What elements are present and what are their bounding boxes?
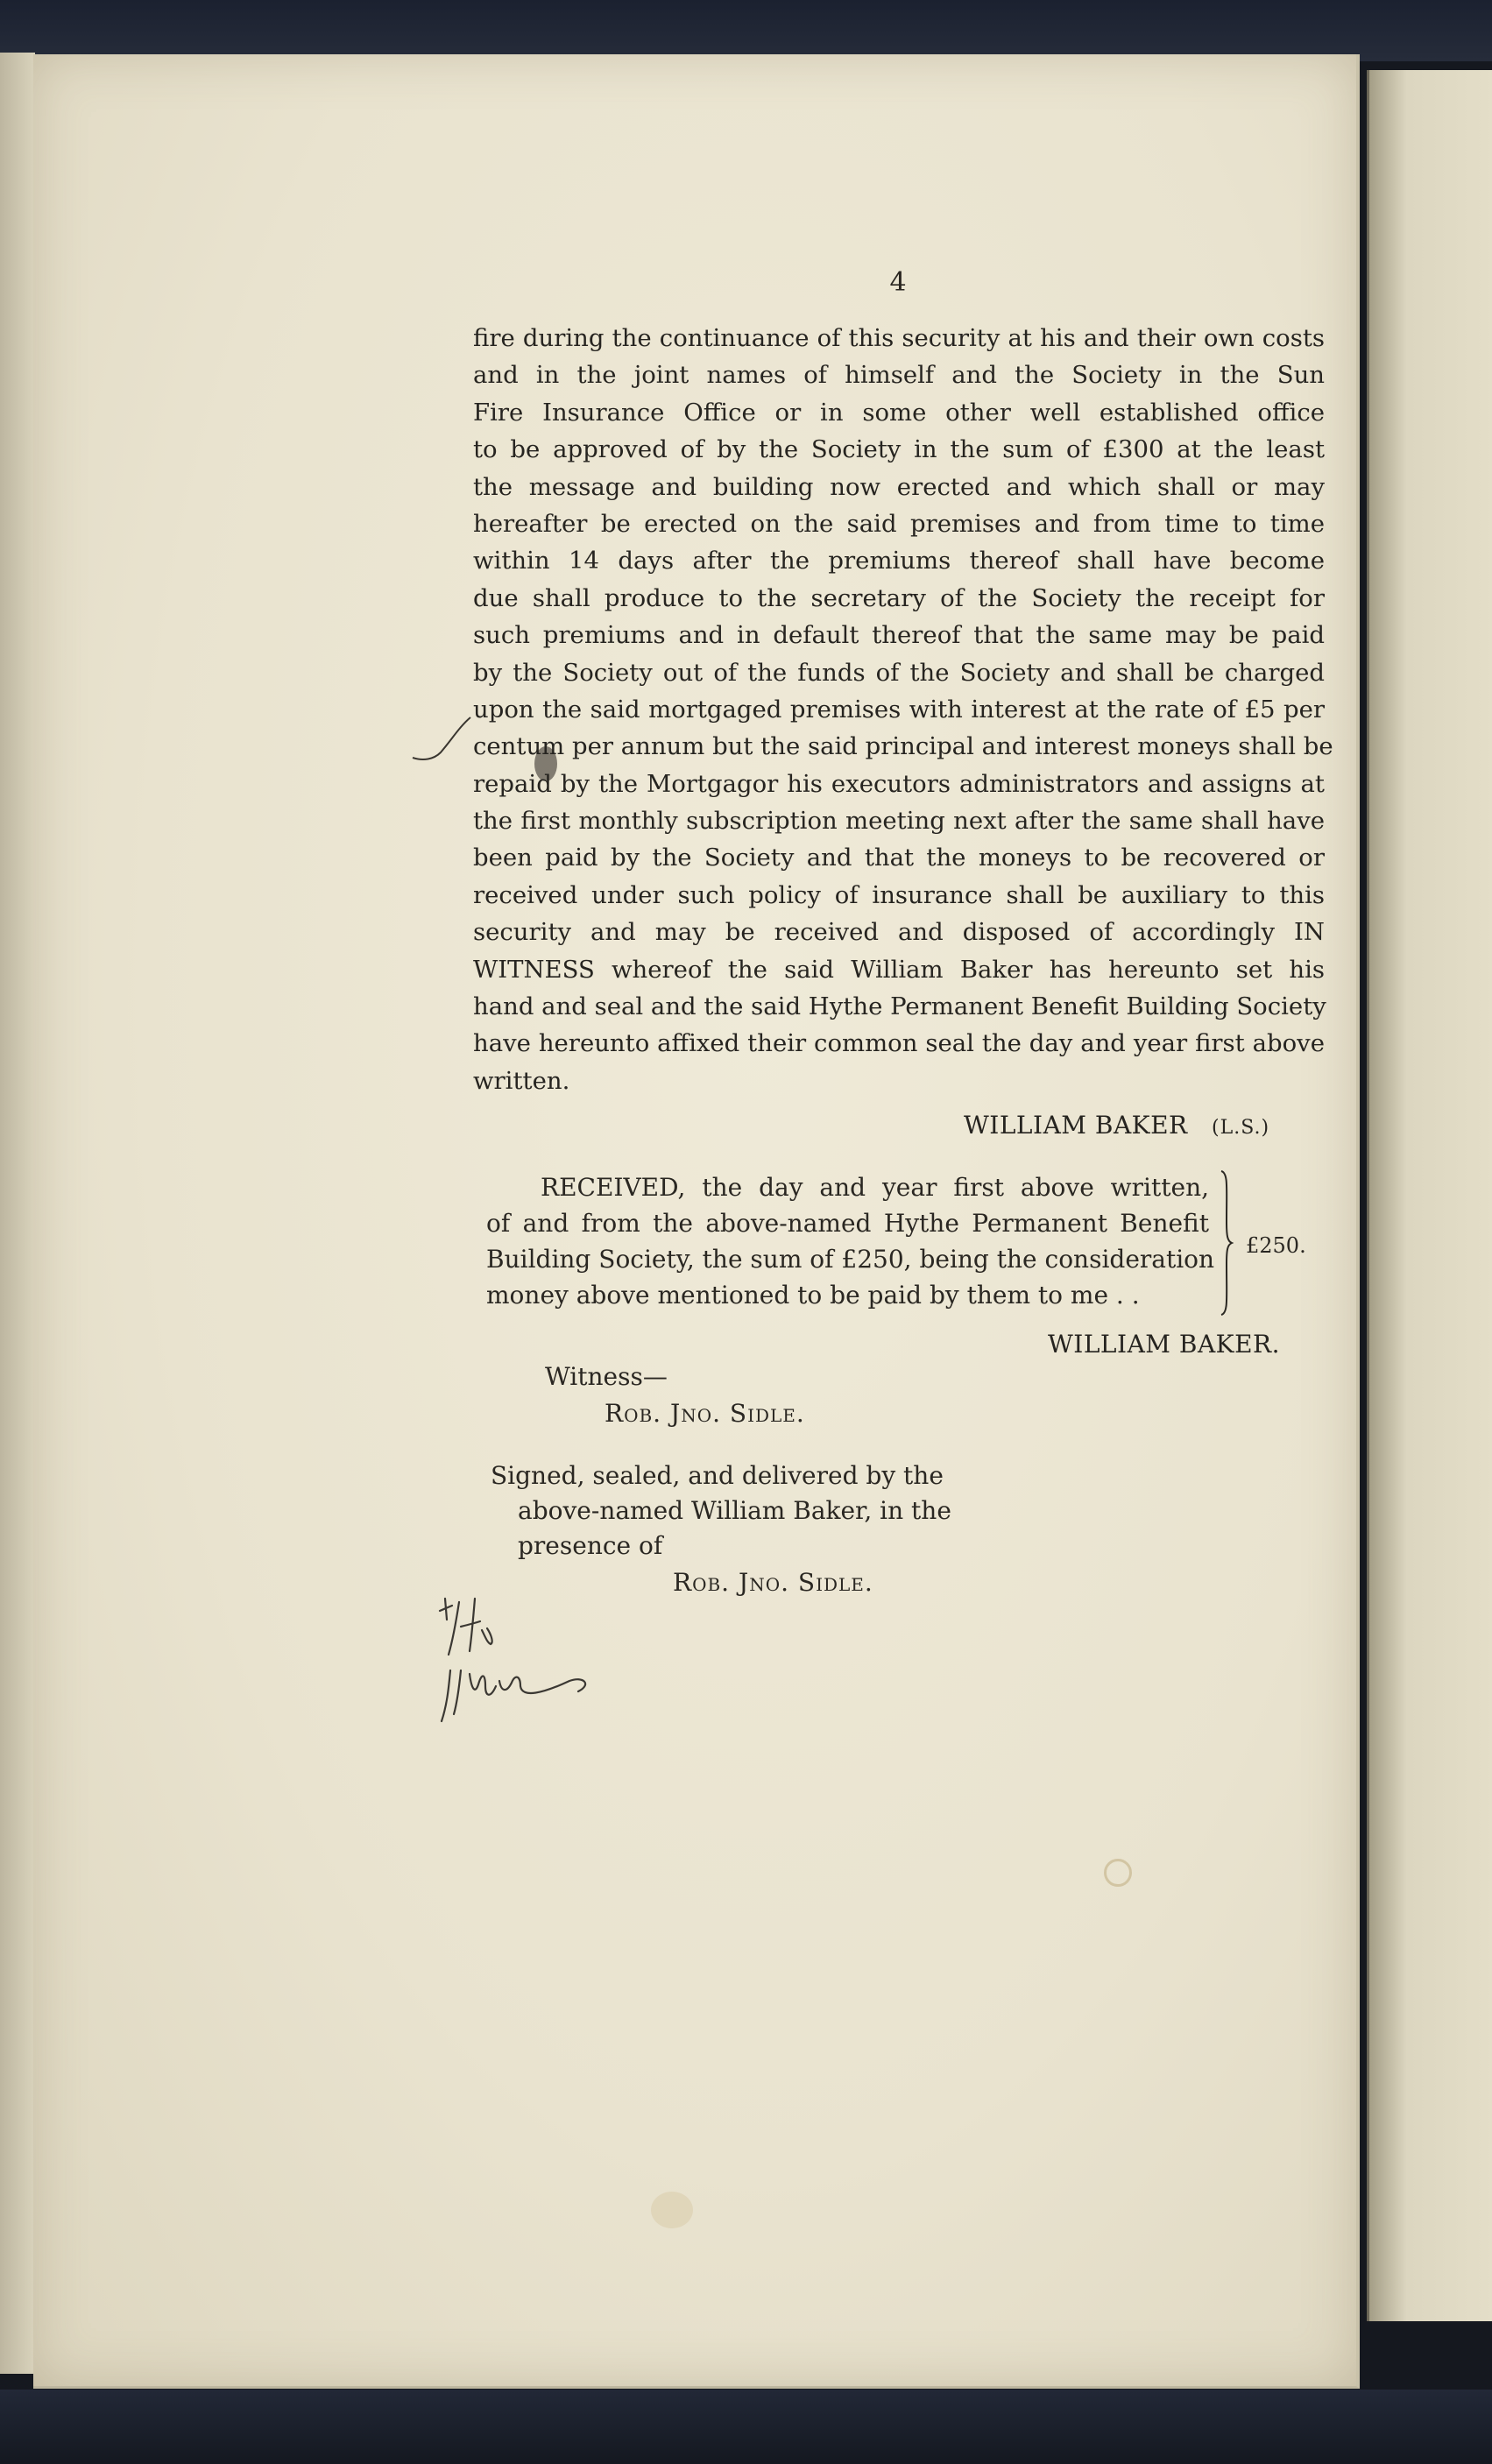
left-page-edge xyxy=(0,53,35,2374)
witness-label: Witness— xyxy=(545,1362,668,1391)
witness-name: Rob. Jno. Sidle. xyxy=(605,1399,805,1428)
body-line: security and may be received and disposed of accordingly IN xyxy=(473,918,1325,947)
attestation-line: presence of xyxy=(518,1531,663,1560)
body-line: Fire Insurance Office or in some other well established office xyxy=(473,398,1325,427)
binding-top xyxy=(0,0,1492,61)
body-line: centum per annum but the said principal and interest moneys shall be xyxy=(473,732,1333,761)
body-line: upon the said mortgaged premises with interest at the rate of £5 per xyxy=(473,695,1325,724)
attesting-witness-name: Rob. Jno. Sidle. xyxy=(673,1568,873,1597)
receipt-line: money above mentioned to be paid by them to me . . xyxy=(486,1281,1140,1310)
body-line: received under such policy of insurance shall be auxiliary to this xyxy=(473,880,1325,909)
body-line: written. xyxy=(473,1066,570,1095)
body-line: due shall produce to the secretary of the Society the receipt for xyxy=(473,583,1325,612)
facing-page-edge xyxy=(1367,70,1492,2321)
body-line: within 14 days after the premiums thereof shall have become xyxy=(473,547,1325,575)
binding-bottom xyxy=(0,2390,1492,2464)
body-line: by the Society out of the funds of the Society and shall be charged xyxy=(473,658,1325,687)
body-line: and in the joint names of himself and the Society in the Sun xyxy=(473,361,1325,390)
margin-pencil-mark xyxy=(407,714,477,766)
body-line: such premiums and in default thereof that the same may be paid xyxy=(473,621,1325,650)
body-line: to be approved of by the Society in the sum of £300 at the least xyxy=(473,435,1325,464)
receipt-clause xyxy=(486,1169,1215,1313)
mortgagor-signature xyxy=(964,1111,1269,1140)
deed-body-text xyxy=(473,320,1333,1099)
body-line: the first monthly subscription meeting next after the same shall have xyxy=(473,807,1325,836)
body-line: WITNESS whereof the said William Baker has hereunto set his xyxy=(473,955,1325,984)
receipt-amount: £250. xyxy=(1246,1233,1306,1258)
attestation-line: above-named William Baker, in the xyxy=(518,1496,951,1525)
body-line: hand and seal and the said Hythe Permanent Benefit Building Society xyxy=(473,992,1326,1021)
body-line: the message and building now erected and which shall or may xyxy=(473,472,1325,501)
receipt-line: RECEIVED, the day and year first above written, xyxy=(541,1173,1209,1202)
seal-mark: (L.S.) xyxy=(1212,1117,1270,1139)
attestation-clause xyxy=(491,1458,951,1564)
attestation-line: Signed, sealed, and delivered by the xyxy=(491,1461,944,1490)
receipt-line: of and from the above-named Hythe Permanent Benefit xyxy=(486,1209,1209,1238)
body-line: have hereunto affixed their common seal the day and year first above xyxy=(473,1029,1325,1058)
body-line: fire during the continuance of this security at his and their own costs xyxy=(473,324,1325,352)
page-number: 4 xyxy=(889,267,907,298)
receipt-signature: WILLIAM BAKER. xyxy=(1048,1330,1281,1359)
handwritten-initials xyxy=(429,1590,605,1730)
body-line: hereafter be erected on the said premises and from time to time xyxy=(473,509,1325,538)
body-line: repaid by the Mortgagor his executors administrators and assigns at xyxy=(473,769,1325,798)
receipt-brace xyxy=(1220,1169,1234,1317)
foxing-spot xyxy=(651,2192,693,2228)
foxing-spot xyxy=(1104,1859,1132,1887)
body-line: been paid by the Society and that the moneys to be recovered or xyxy=(473,844,1325,872)
signature-name: WILLIAM BAKER xyxy=(964,1111,1188,1140)
receipt-line: Building Society, the sum of £250, being the consideration xyxy=(486,1245,1215,1274)
